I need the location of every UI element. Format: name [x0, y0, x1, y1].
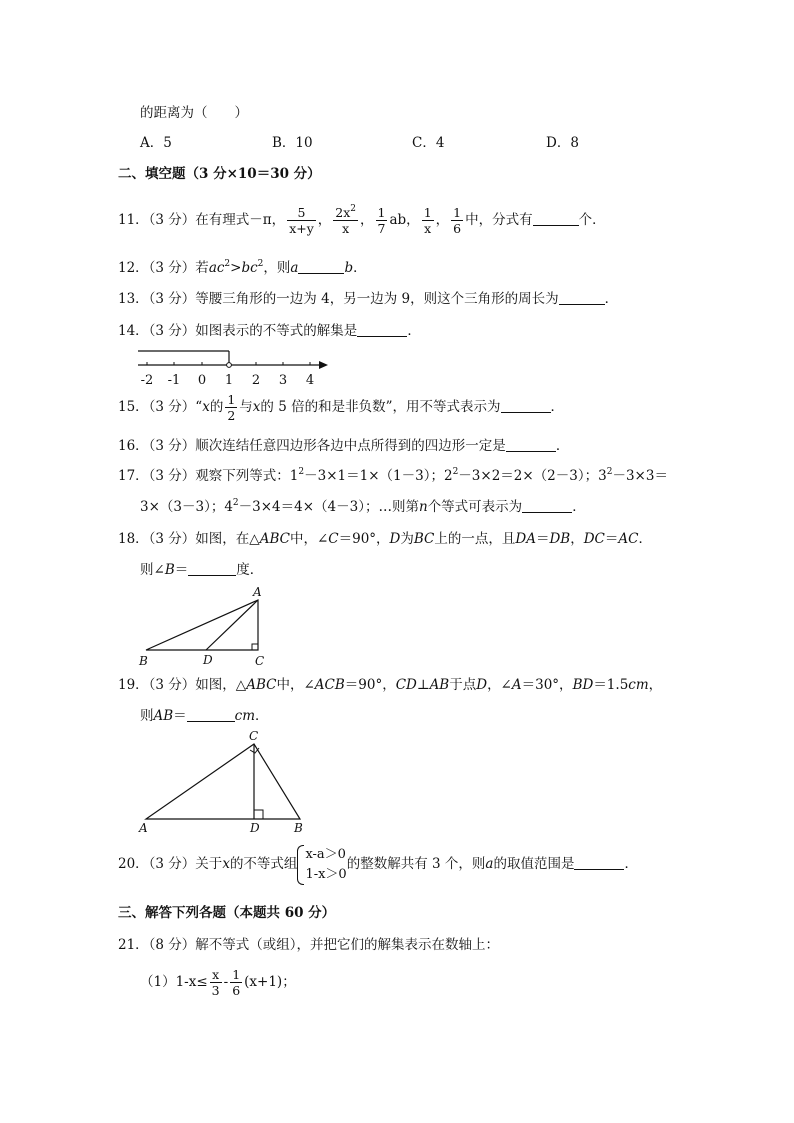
triangle-abc: [146, 600, 258, 650]
q11-fraction-5: [451, 205, 463, 236]
q13-end: ．: [604, 291, 619, 307]
q12-b: bc: [241, 260, 258, 276]
q18-j: ．: [638, 531, 652, 547]
q11-suffix-a: 中，分式有: [465, 212, 533, 228]
q14-text: 14．（3 分）如图表示的不等式的解集是: [118, 323, 358, 339]
q11-f3-den: 7: [377, 221, 386, 236]
question-12: [118, 259, 367, 277]
q17-s2: 2: [452, 467, 459, 477]
q19-l2c: ．: [255, 708, 269, 724]
q13-answer-blank[interactable]: [559, 290, 605, 305]
q11-f5-den: 6: [453, 221, 462, 236]
q19-l2a: 则: [140, 708, 154, 724]
q18-c: ＝90°，: [338, 531, 390, 547]
q15-end: ．: [550, 399, 564, 415]
q12-gt: >: [230, 260, 242, 276]
q19-abc: ABC: [246, 677, 277, 693]
q10-option-c: C．4: [412, 135, 445, 151]
segment-da: [206, 600, 258, 650]
q15-de: 的: [209, 399, 224, 415]
q20-answer-blank[interactable]: [574, 855, 624, 870]
q19-ab: AB: [429, 677, 450, 693]
number-line-figure: [130, 346, 340, 388]
q17-l1a: 17．（3 分）观察下列等式：1: [118, 468, 299, 484]
triangle-abc: [146, 744, 300, 819]
question-19-line-2: [140, 707, 269, 725]
q19-perp: ⊥: [416, 677, 430, 693]
question-13: [118, 290, 618, 308]
q17-end: ．: [572, 499, 586, 515]
q16-end: ．: [555, 438, 570, 454]
q17-l2c: 个等式可表示为: [427, 499, 523, 515]
q19-c: ＝90°，: [344, 677, 396, 693]
q19-h: ＝1.5: [593, 677, 629, 693]
q18-ac: AC: [618, 531, 639, 547]
q18-dc: DC: [583, 531, 605, 547]
q11-f2-num: $2x^2$: [335, 204, 357, 220]
label-d: D: [250, 821, 260, 835]
q12-sup1: 2: [224, 259, 231, 269]
q19-cm: cm: [628, 677, 649, 693]
q15-x1: x: [202, 399, 210, 415]
q21-1-d1: 3: [211, 983, 220, 998]
question-17-line-1: [118, 467, 668, 485]
q15-num: 1: [227, 392, 236, 407]
q11-f3-after: ab，: [389, 212, 420, 228]
q11-f1-num: 5: [287, 205, 316, 221]
q19-d-point: D: [476, 677, 488, 693]
section3-title: 三、解答下列各题（本题共 60 分）: [118, 905, 336, 921]
q20-c: 的整数解共有 3 个，则: [346, 856, 486, 872]
q11-f1-den: x+y: [289, 221, 314, 236]
q18-c-angle: C: [328, 531, 339, 547]
q19-a: 19．（3 分）如图，△: [118, 677, 247, 693]
q19-answer-blank[interactable]: [187, 707, 235, 722]
q11-f3-num: 1: [377, 205, 386, 220]
q12-var-b: b: [344, 260, 354, 276]
open-point-1: [227, 363, 232, 368]
q17-n: n: [418, 499, 428, 515]
q10-option-b: B．10: [272, 135, 313, 151]
q18-l2c: 度．: [236, 562, 264, 578]
q18-b: 中，∠: [289, 531, 329, 547]
q17-l1c: －3×2＝2×（2－3）；3: [458, 468, 607, 484]
label-c: C: [249, 729, 259, 743]
q19-cd: CD: [395, 677, 417, 693]
q19-bd: BD: [572, 677, 594, 693]
q11-fraction-1: [287, 205, 316, 236]
q17-answer-blank[interactable]: [522, 498, 572, 513]
number-line-arrow: [319, 361, 328, 369]
q18-l2a: 则∠: [140, 562, 165, 578]
tick-label-2: 2: [251, 373, 261, 388]
q11-fraction-3: [376, 205, 388, 236]
q15-text: 的 5 倍的和是非负数”，用不等式表示为: [260, 399, 501, 415]
q11-fraction-2: [333, 205, 358, 236]
q10-option-d: D．8: [546, 135, 579, 151]
q10-option-a: A．5: [140, 135, 172, 151]
q14-answer-blank[interactable]: [357, 322, 407, 337]
tick-label-neg2: -2: [140, 373, 154, 388]
q20-a: 20．（3 分）关于: [118, 856, 223, 872]
q12-var-a: a: [290, 260, 299, 276]
label-d: D: [203, 653, 213, 667]
q20-var-a: a: [485, 856, 494, 872]
q19-g: ＝30°，: [521, 677, 573, 693]
q16-text: 16．（3 分）顺次连结任意四边形各边中点所得到的四边形一定是: [118, 438, 506, 454]
q11-f4-num: 1: [423, 205, 432, 220]
q18-answer-blank[interactable]: [188, 561, 236, 576]
q11-f2-den: x: [342, 221, 350, 236]
question-18-line-2: [140, 561, 263, 579]
q12-sup2: 2: [257, 259, 264, 269]
q18-i: ＝: [604, 531, 619, 547]
q21-1-n1: x: [210, 967, 222, 983]
q15-den: 2: [227, 408, 236, 423]
question-16: [118, 437, 569, 455]
label-a: A: [139, 821, 148, 835]
q15-fraction: [225, 392, 237, 423]
q21-1-n2: 1: [232, 967, 241, 982]
tick-label-3: 3: [278, 373, 288, 388]
q11-answer-blank[interactable]: [533, 211, 579, 226]
q18-d: D: [389, 531, 401, 547]
question-15: [118, 390, 564, 424]
question-14: [118, 322, 421, 340]
q17-l1b: －3×1＝1×（1－3）；2: [304, 468, 453, 484]
section2-title: 二、填空题（3 分×10＝30 分）: [118, 166, 321, 182]
question-11: 11．（3 分）在有理式－π， $\frac{5}{x+y}$ ， $\frac{2x^2}{x}$ ， $\frac{1}{7}$ ab， $\frac{1}{x}$ ， $\frac{1}{6}$ 中，分式有 个．: [118, 204, 606, 236]
q11-f5-num: 1: [453, 205, 462, 220]
q19-i: ，: [648, 677, 663, 693]
q15-x2: x: [252, 399, 261, 415]
q18-l2b: ＝: [174, 562, 189, 578]
q12-a: ac: [208, 260, 225, 276]
q20-row1: x-a＞0: [305, 846, 346, 862]
q20-row2: 1-x＞0: [305, 866, 347, 882]
left-brace-icon: [297, 845, 304, 885]
q19-b: 中，∠: [276, 677, 315, 693]
q18-abc: ABC: [259, 531, 290, 547]
label-a: A: [253, 585, 262, 599]
triangle-abc-figure-18: [132, 584, 282, 670]
q12-prefix: 12．（3 分）若: [118, 260, 209, 276]
q15-yu: 与: [239, 399, 253, 415]
triangle-abc-figure-19: [134, 728, 314, 836]
q21-1-d2: 6: [232, 983, 241, 998]
q19-ab2: AB: [153, 708, 174, 724]
label-b: B: [294, 821, 303, 835]
question-19-line-1: [118, 676, 662, 694]
q20-d: 的取值范围是: [493, 856, 575, 872]
q11-fraction-4: [422, 205, 434, 236]
right-angle-mark-d: [254, 810, 263, 819]
tick-label-neg1: -1: [167, 373, 181, 388]
q16-answer-blank[interactable]: [506, 437, 556, 452]
q19-e: 于点: [449, 677, 477, 693]
label-c: C: [255, 654, 265, 668]
q11-suffix-b: 个．: [578, 212, 606, 228]
q12-answer-blank[interactable]: [298, 259, 344, 274]
q21-1-b: (x+1)；: [244, 974, 296, 990]
q19-acb: ACB: [314, 677, 345, 693]
q18-db: DB: [549, 531, 571, 547]
q19-a-angle: A: [511, 677, 522, 693]
q20-b: 的不等式组: [229, 856, 298, 872]
q18-e: 为: [400, 531, 414, 547]
q21-1-minus: -: [223, 974, 229, 990]
q21-1-fraction-1: [210, 967, 222, 998]
label-b: B: [139, 654, 148, 668]
q12-then: ，则: [263, 260, 291, 276]
right-angle-mark-c: [252, 644, 258, 650]
q15-prefix: 15．（3 分）“: [118, 399, 203, 415]
tick-label-4: 4: [305, 373, 315, 388]
question-17-line-2: [140, 498, 586, 516]
q17-l1d: －3×3＝: [612, 468, 668, 484]
q20-end: ．: [624, 856, 638, 872]
q17-s3: 2: [606, 467, 613, 477]
q21-1-fraction-2: [230, 967, 242, 998]
q18-a: 18．（3 分）如图，在△: [118, 531, 260, 547]
q17-s4: 2: [232, 498, 239, 508]
tick-label-1: 1: [224, 373, 234, 388]
q20-inequality-system: [297, 845, 346, 885]
q10-tail: 的距离为（ ）: [140, 105, 248, 121]
q11-prefix: 11．（3 分）在有理式－π，: [118, 212, 286, 228]
q18-bb: B: [164, 562, 175, 578]
q11-f4-den: x: [424, 221, 432, 236]
q17-l2a: 3×（3－3）；4: [140, 499, 233, 515]
q18-bc: BC: [413, 531, 435, 547]
question-20: [118, 842, 638, 886]
question-18-line-1: [118, 530, 652, 548]
q17-l2b: －3×4＝4×（4－3）；…则第: [238, 499, 419, 515]
q19-l2b: ＝: [173, 708, 187, 724]
tick-label-0: 0: [197, 373, 207, 388]
q18-g: ＝: [535, 531, 550, 547]
q18-da: DA: [515, 531, 536, 547]
q21-1-a: （1）1-x≤: [140, 974, 208, 990]
q14-end: ．: [407, 323, 421, 339]
question-21-part-1: [140, 964, 296, 1000]
q20-x: x: [222, 856, 230, 872]
q17-s1: 2: [298, 467, 305, 477]
q19-f: ，∠: [487, 677, 512, 693]
q13-text: 13．（3 分）等腰三角形的一边为 4，另一边为 9，则这个三角形的周长为: [118, 291, 559, 307]
q18-f: 上的一点，且: [434, 531, 516, 547]
question-21: 21．（8 分）解不等式（或组），并把它们的解集表示在数轴上：: [118, 937, 500, 953]
q19-cm2: cm: [234, 708, 256, 724]
q18-h: ，: [570, 531, 584, 547]
q15-answer-blank[interactable]: [501, 398, 551, 413]
q12-end: ．: [353, 260, 367, 276]
